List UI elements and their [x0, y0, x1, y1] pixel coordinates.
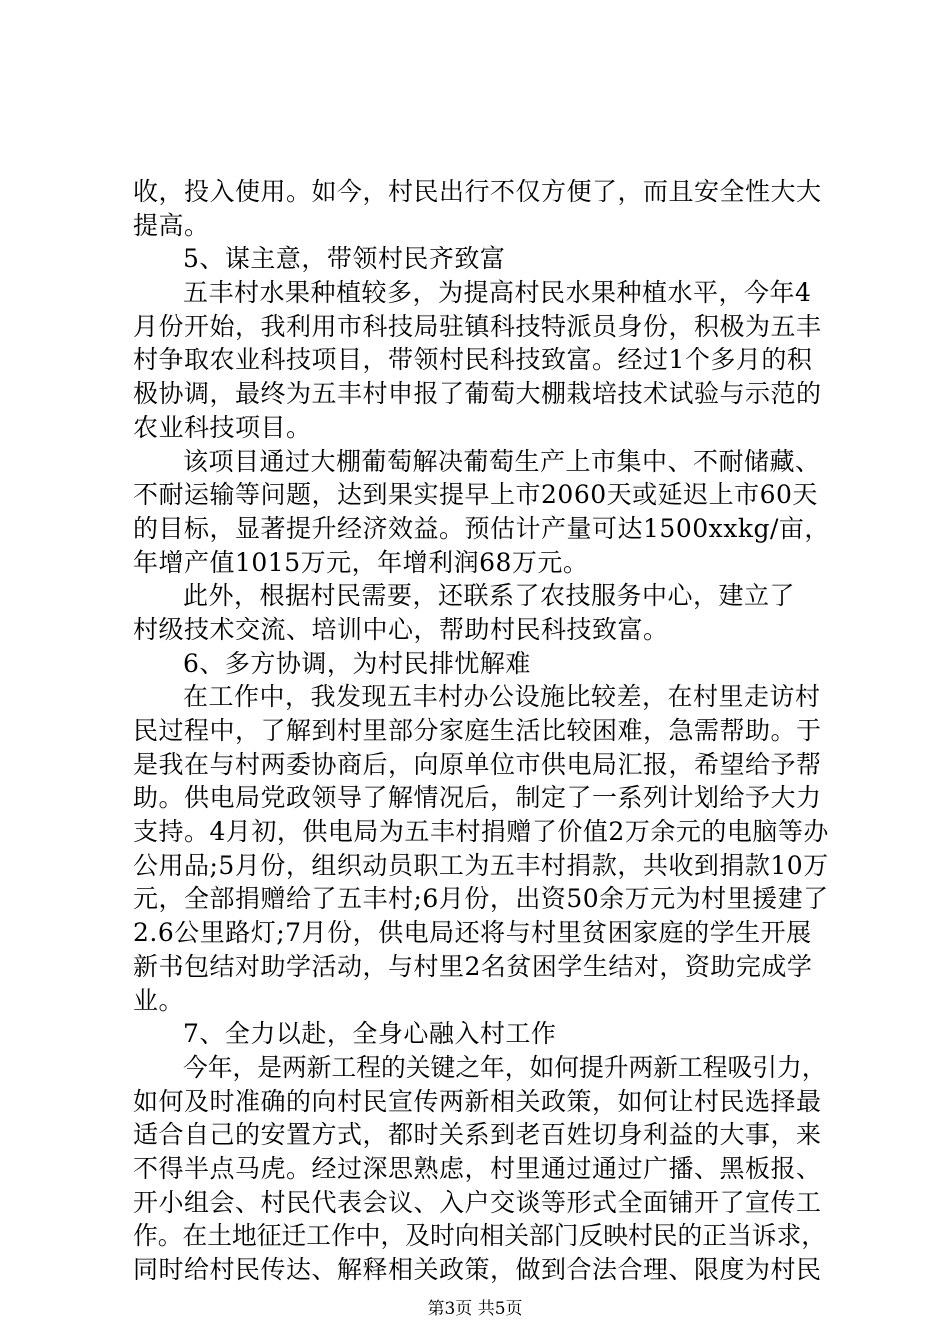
- text-line: 村级技术交流、培训中心，帮助村民科技致富。: [133, 614, 669, 644]
- text-line: 村争取农业科技项目，带领村民科技致富。经过1个多月的积: [133, 345, 813, 375]
- text-line: 开小组会、村民代表会议、入户交谈等形式全面铺开了宣传工: [133, 1187, 822, 1217]
- text-line: 适合自己的安置方式，都时关系到老百姓切身利益的大事，来: [133, 1120, 822, 1150]
- text-line: 五丰村水果种植较多，为提高村民水果种植水平，今年4: [183, 278, 812, 308]
- text-line: 收，投入使用。如今，村民出行不仅方便了，而且安全性大大: [133, 177, 822, 206]
- text-line: 的目标，显著提升经济效益。预估计产量可达1500xxkg/亩，: [133, 513, 830, 543]
- text-line: 该项目通过大棚葡萄解决葡萄生产上市集中、不耐储藏、: [183, 446, 821, 476]
- text-line: 农业科技项目。: [133, 412, 312, 442]
- text-line: 不耐运输等问题，达到果实提早上市2060天或延迟上市60天: [133, 480, 818, 510]
- text-line: 同时给村民传达、解释相关政策，做到合法合理、限度为村民: [133, 1255, 822, 1284]
- text-line: 元，全部捐赠给了五丰村;6月份，出资50余万元为村里援建了: [133, 884, 829, 914]
- text-line: 提高。: [133, 210, 210, 240]
- page-footer: 第3页 共5页: [427, 1299, 523, 1319]
- text-line: 月份开始，我利用市科技局驻镇科技特派员身份，积极为五丰: [133, 311, 822, 341]
- text-line: 民过程中，了解到村里部分家庭生活比较困难，急需帮助。于: [133, 716, 822, 745]
- text-line: 在工作中，我发现五丰村办公设施比较差，在村里走访村: [183, 682, 821, 712]
- document-body: [133, 175, 838, 1287]
- text-line: 作。在土地征迁工作中，及时向相关部门反映村民的正当诉求，: [133, 1221, 826, 1251]
- text-line: 助。供电局党政领导了解情况后，制定了一系列计划给予大力: [133, 783, 822, 813]
- text-line: 此外，根据村民需要，还联系了农技服务中心，建立了: [183, 581, 796, 611]
- text-line: 极协调，最终为五丰村申报了葡萄大棚栽培技术试验与示范的: [133, 379, 822, 409]
- text-line: 新书包结对助学活动，与村里2名贫困学生结对，资助完成学: [133, 951, 813, 981]
- text-line: 7、全力以赴，全身心融入村工作: [183, 1019, 557, 1049]
- text-line: 年增产值1015万元，年增利润68万元。: [133, 547, 589, 577]
- text-line: 不得半点马虎。经过深思熟虑，村里通过通过广播、黑板报、: [133, 1153, 822, 1183]
- text-line: 是我在与村两委协商后，向原单位市供电局汇报，希望给予帮: [133, 749, 822, 779]
- text-line: 今年，是两新工程的关键之年，如何提升两新工程吸引力，: [183, 1052, 827, 1082]
- text-line: 支持。4月初，供电局为五丰村捐赠了价值2万余元的电脑等办: [133, 817, 829, 847]
- text-line: 5、谋主意，带领村民齐致富: [183, 244, 506, 274]
- text-line: 2.6公里路灯;7月份，供电局还将与村里贫困家庭的学生开展: [133, 918, 812, 948]
- text-line: 业。: [133, 985, 185, 1015]
- text-line: 6、多方协调，为村民排忧解难: [183, 648, 531, 678]
- text-line: 公用品;5月份，组织动员职工为五丰村捐款，共收到捐款10万: [133, 850, 829, 880]
- text-line: 如何及时准确的向村民宣传两新相关政策，如何让村民选择最: [133, 1086, 822, 1116]
